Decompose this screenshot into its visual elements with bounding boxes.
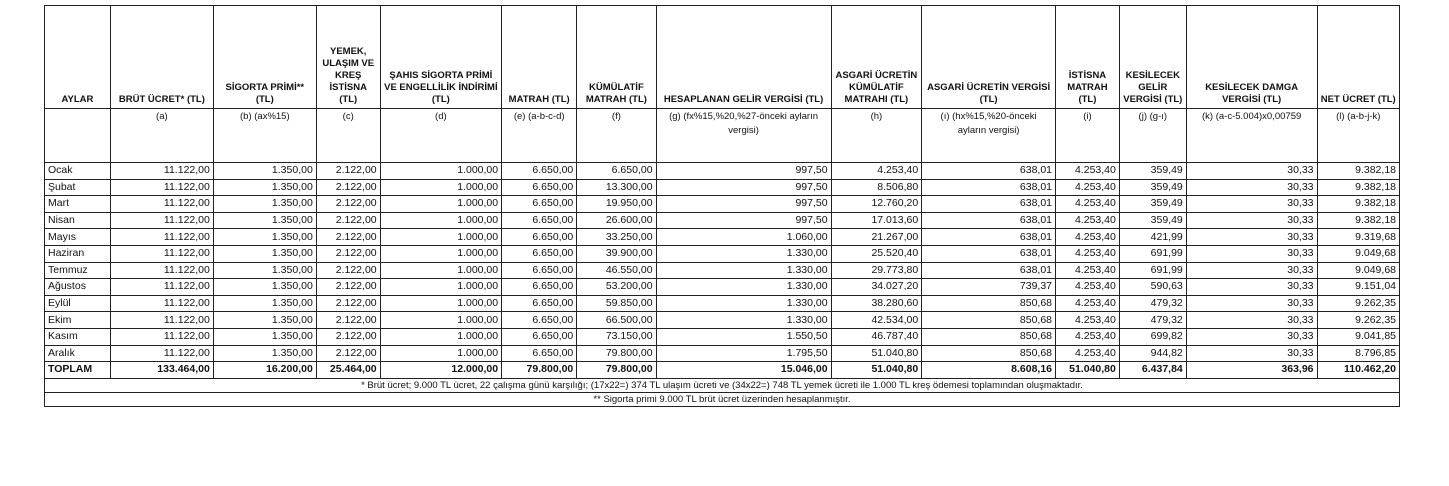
cell-calculated-income-tax: 1.550,50 <box>656 328 831 345</box>
cell-withheld-stamp-tax: 30,33 <box>1186 279 1317 296</box>
cell-month: Ağustos <box>45 279 111 296</box>
table-row <box>45 262 1400 279</box>
formula-withheld-stamp-tax: (k) (a-c-5.004)x0,00759 <box>1186 109 1317 163</box>
table-row <box>45 328 1400 345</box>
cell-insurance-premium: 1.350,00 <box>213 262 316 279</box>
cell-cumulative-tax-base: 19.950,00 <box>577 196 656 213</box>
formula-tax-base: (e) (a-b-c-d) <box>502 109 577 163</box>
cell-cumulative-tax-base: 26.600,00 <box>577 212 656 229</box>
cell-minimum-wage-cumulative-base: 17.013,60 <box>831 212 922 229</box>
table-row <box>45 229 1400 246</box>
cell-insurance-premium: 1.350,00 <box>213 295 316 312</box>
cell-month: Aralık <box>45 345 111 362</box>
cell-insurance-disability-deduction: 1.000,00 <box>380 163 501 180</box>
cell-exemption-base: 4.253,40 <box>1056 196 1120 213</box>
formula-insurance-disability-deduction: (d) <box>380 109 501 163</box>
cell-minimum-wage-cumulative-base: 12.760,20 <box>831 196 922 213</box>
cell-minimum-wage-tax: 638,01 <box>922 212 1056 229</box>
cell-month: Nisan <box>45 212 111 229</box>
cell-withheld-income-tax: 359,49 <box>1119 196 1186 213</box>
cell-net-salary: 9.262,35 <box>1317 312 1399 329</box>
cell-tax-base: 6.650,00 <box>502 229 577 246</box>
cell-cumulative-tax-base: 6.650,00 <box>577 163 656 180</box>
cell-withheld-stamp-tax: 30,33 <box>1186 179 1317 196</box>
cell-net-salary: 9.382,18 <box>1317 212 1399 229</box>
cell-exemption-base: 4.253,40 <box>1056 312 1120 329</box>
cell-calculated-income-tax: 997,50 <box>656 212 831 229</box>
column-header-withheld-stamp-tax: KESİLECEK DAMGA VERGİSİ (TL) <box>1186 6 1317 109</box>
total-withheld-stamp-tax: 363,96 <box>1186 362 1317 379</box>
cell-withheld-income-tax: 699,82 <box>1119 328 1186 345</box>
cell-meal-transport-daycare-exemption: 2.122,00 <box>316 229 380 246</box>
cell-gross-salary: 11.122,00 <box>110 212 213 229</box>
total-insurance-disability-deduction: 12.000,00 <box>380 362 501 379</box>
note-row <box>45 392 1400 406</box>
cell-minimum-wage-tax: 638,01 <box>922 179 1056 196</box>
column-header-meal-transport-daycare-exemption: YEMEK, ULAŞIM VE KREŞ İSTİSNA (TL) <box>316 6 380 109</box>
column-header-insurance-disability-deduction: ŞAHIS SİGORTA PRİMİ VE ENGELLİLİK İNDİRİMİ (TL) <box>380 6 501 109</box>
cell-exemption-base: 4.253,40 <box>1056 262 1120 279</box>
cell-month: Mart <box>45 196 111 213</box>
cell-cumulative-tax-base: 46.550,00 <box>577 262 656 279</box>
cell-tax-base: 6.650,00 <box>502 245 577 262</box>
cell-withheld-stamp-tax: 30,33 <box>1186 345 1317 362</box>
cell-insurance-premium: 1.350,00 <box>213 312 316 329</box>
cell-meal-transport-daycare-exemption: 2.122,00 <box>316 328 380 345</box>
cell-cumulative-tax-base: 39.900,00 <box>577 245 656 262</box>
formula-insurance-premium: (b) (ax%15) <box>213 109 316 163</box>
cell-tax-base: 6.650,00 <box>502 295 577 312</box>
cell-gross-salary: 11.122,00 <box>110 229 213 246</box>
cell-meal-transport-daycare-exemption: 2.122,00 <box>316 196 380 213</box>
formula-row <box>45 109 1400 163</box>
cell-calculated-income-tax: 1.330,00 <box>656 312 831 329</box>
total-insurance-premium: 16.200,00 <box>213 362 316 379</box>
cell-withheld-income-tax: 590,63 <box>1119 279 1186 296</box>
cell-cumulative-tax-base: 53.200,00 <box>577 279 656 296</box>
table-row <box>45 212 1400 229</box>
cell-gross-salary: 11.122,00 <box>110 163 213 180</box>
cell-withheld-stamp-tax: 30,33 <box>1186 262 1317 279</box>
cell-withheld-stamp-tax: 30,33 <box>1186 163 1317 180</box>
total-meal-transport-daycare-exemption: 25.464,00 <box>316 362 380 379</box>
footnote-insurance: ** Sigorta primi 9.000 TL brüt ücret üzerinden hesaplanmıştır. <box>45 392 1400 406</box>
salary-calculation-table <box>44 5 1400 407</box>
cell-calculated-income-tax: 1.330,00 <box>656 245 831 262</box>
table-row <box>45 312 1400 329</box>
cell-month: Mayıs <box>45 229 111 246</box>
cell-gross-salary: 11.122,00 <box>110 245 213 262</box>
formula-meal-transport-daycare-exemption: (c) <box>316 109 380 163</box>
cell-tax-base: 6.650,00 <box>502 345 577 362</box>
cell-net-salary: 9.049,68 <box>1317 245 1399 262</box>
column-header-withheld-income-tax: KESİLECEK GELİR VERGİSİ (TL) <box>1119 6 1186 109</box>
cell-minimum-wage-cumulative-base: 4.253,40 <box>831 163 922 180</box>
cell-exemption-base: 4.253,40 <box>1056 229 1120 246</box>
cell-minimum-wage-cumulative-base: 42.534,00 <box>831 312 922 329</box>
cell-exemption-base: 4.253,40 <box>1056 245 1120 262</box>
column-header-minimum-wage-tax: ASGARİ ÜCRETİN VERGİSİ (TL) <box>922 6 1056 109</box>
cell-exemption-base: 4.253,40 <box>1056 295 1120 312</box>
cell-minimum-wage-cumulative-base: 51.040,80 <box>831 345 922 362</box>
cell-calculated-income-tax: 997,50 <box>656 196 831 213</box>
cell-minimum-wage-cumulative-base: 46.787,40 <box>831 328 922 345</box>
total-minimum-wage-tax: 8.608,16 <box>922 362 1056 379</box>
cell-calculated-income-tax: 1.330,00 <box>656 262 831 279</box>
total-tax-base: 79.800,00 <box>502 362 577 379</box>
column-header-exemption-base: İSTİSNA MATRAH (TL) <box>1056 6 1120 109</box>
cell-tax-base: 6.650,00 <box>502 312 577 329</box>
cell-withheld-income-tax: 944,82 <box>1119 345 1186 362</box>
cell-net-salary: 9.319,68 <box>1317 229 1399 246</box>
cell-insurance-disability-deduction: 1.000,00 <box>380 312 501 329</box>
total-exemption-base: 51.040,80 <box>1056 362 1120 379</box>
cell-tax-base: 6.650,00 <box>502 279 577 296</box>
total-cumulative-tax-base: 79.800,00 <box>577 362 656 379</box>
cell-month: Ekim <box>45 312 111 329</box>
cell-gross-salary: 11.122,00 <box>110 345 213 362</box>
cell-exemption-base: 4.253,40 <box>1056 345 1120 362</box>
cell-tax-base: 6.650,00 <box>502 328 577 345</box>
cell-insurance-premium: 1.350,00 <box>213 179 316 196</box>
cell-withheld-income-tax: 479,32 <box>1119 295 1186 312</box>
cell-withheld-stamp-tax: 30,33 <box>1186 229 1317 246</box>
cell-meal-transport-daycare-exemption: 2.122,00 <box>316 163 380 180</box>
cell-tax-base: 6.650,00 <box>502 196 577 213</box>
cell-insurance-premium: 1.350,00 <box>213 279 316 296</box>
total-row <box>45 362 1400 379</box>
cell-net-salary: 9.382,18 <box>1317 179 1399 196</box>
cell-minimum-wage-tax: 739,37 <box>922 279 1056 296</box>
cell-meal-transport-daycare-exemption: 2.122,00 <box>316 179 380 196</box>
cell-meal-transport-daycare-exemption: 2.122,00 <box>316 262 380 279</box>
table-row <box>45 279 1400 296</box>
table-row <box>45 196 1400 213</box>
cell-cumulative-tax-base: 66.500,00 <box>577 312 656 329</box>
cell-withheld-income-tax: 421,99 <box>1119 229 1186 246</box>
cell-withheld-stamp-tax: 30,33 <box>1186 312 1317 329</box>
cell-withheld-stamp-tax: 30,33 <box>1186 212 1317 229</box>
cell-month: Kasım <box>45 328 111 345</box>
cell-minimum-wage-tax: 638,01 <box>922 163 1056 180</box>
cell-insurance-disability-deduction: 1.000,00 <box>380 262 501 279</box>
cell-gross-salary: 11.122,00 <box>110 262 213 279</box>
cell-month: Eylül <box>45 295 111 312</box>
cell-net-salary: 9.049,68 <box>1317 262 1399 279</box>
total-calculated-income-tax: 15.046,00 <box>656 362 831 379</box>
cell-withheld-income-tax: 359,49 <box>1119 212 1186 229</box>
table-header <box>45 6 1400 109</box>
cell-insurance-disability-deduction: 1.000,00 <box>380 295 501 312</box>
cell-cumulative-tax-base: 73.150,00 <box>577 328 656 345</box>
cell-insurance-premium: 1.350,00 <box>213 212 316 229</box>
cell-meal-transport-daycare-exemption: 2.122,00 <box>316 279 380 296</box>
cell-withheld-stamp-tax: 30,33 <box>1186 245 1317 262</box>
cell-net-salary: 9.041,85 <box>1317 328 1399 345</box>
cell-withheld-stamp-tax: 30,33 <box>1186 196 1317 213</box>
cell-meal-transport-daycare-exemption: 2.122,00 <box>316 345 380 362</box>
cell-net-salary: 9.262,35 <box>1317 295 1399 312</box>
cell-gross-salary: 11.122,00 <box>110 196 213 213</box>
column-header-minimum-wage-cumulative-base: ASGARİ ÜCRETİN KÜMÜLATİF MATRAHI (TL) <box>831 6 922 109</box>
cell-insurance-disability-deduction: 1.000,00 <box>380 279 501 296</box>
cell-calculated-income-tax: 997,50 <box>656 163 831 180</box>
monthly-rows <box>45 163 1400 379</box>
cell-minimum-wage-cumulative-base: 34.027,20 <box>831 279 922 296</box>
cell-cumulative-tax-base: 79.800,00 <box>577 345 656 362</box>
cell-exemption-base: 4.253,40 <box>1056 279 1120 296</box>
cell-meal-transport-daycare-exemption: 2.122,00 <box>316 245 380 262</box>
cell-insurance-disability-deduction: 1.000,00 <box>380 345 501 362</box>
cell-calculated-income-tax: 1.060,00 <box>656 229 831 246</box>
formula-month <box>45 109 111 163</box>
cell-minimum-wage-cumulative-base: 29.773,80 <box>831 262 922 279</box>
cell-exemption-base: 4.253,40 <box>1056 179 1120 196</box>
cell-month: Temmuz <box>45 262 111 279</box>
footnote-gross-salary: * Brüt ücret; 9.000 TL ücret, 22 çalışma günü karşılığı; (17x22=) 374 TL ulaşım ücreti ve (34x22=) 748 TL yemek ücreti ile 1.000 TL kreş ödemesi toplamından oluşmaktadır. <box>45 378 1400 392</box>
formula-minimum-wage-tax: (ı) (hx%15,%20-önceki ayların vergisi) <box>922 109 1056 163</box>
cell-net-salary: 8.796,85 <box>1317 345 1399 362</box>
cell-exemption-base: 4.253,40 <box>1056 163 1120 180</box>
formula-exemption-base: (i) <box>1056 109 1120 163</box>
cell-withheld-income-tax: 691,99 <box>1119 262 1186 279</box>
total-withheld-income-tax: 6.437,84 <box>1119 362 1186 379</box>
total-minimum-wage-cumulative-base: 51.040,80 <box>831 362 922 379</box>
cell-withheld-income-tax: 479,32 <box>1119 312 1186 329</box>
cell-gross-salary: 11.122,00 <box>110 328 213 345</box>
table-row <box>45 179 1400 196</box>
cell-month: Ocak <box>45 163 111 180</box>
header-row <box>45 6 1400 109</box>
cell-withheld-income-tax: 691,99 <box>1119 245 1186 262</box>
cell-insurance-premium: 1.350,00 <box>213 196 316 213</box>
formula-minimum-wage-cumulative-base: (h) <box>831 109 922 163</box>
cell-meal-transport-daycare-exemption: 2.122,00 <box>316 312 380 329</box>
formula-withheld-income-tax: (j) (g-ı) <box>1119 109 1186 163</box>
cell-withheld-stamp-tax: 30,33 <box>1186 295 1317 312</box>
cell-net-salary: 9.382,18 <box>1317 196 1399 213</box>
column-header-month: AYLAR <box>45 6 111 109</box>
cell-tax-base: 6.650,00 <box>502 163 577 180</box>
cell-cumulative-tax-base: 59.850,00 <box>577 295 656 312</box>
cell-minimum-wage-tax: 850,68 <box>922 345 1056 362</box>
cell-insurance-premium: 1.350,00 <box>213 163 316 180</box>
cell-minimum-wage-tax: 850,68 <box>922 328 1056 345</box>
total-gross-salary: 133.464,00 <box>110 362 213 379</box>
cell-withheld-income-tax: 359,49 <box>1119 163 1186 180</box>
column-header-insurance-premium: SİGORTA PRİMİ** (TL) <box>213 6 316 109</box>
note-row <box>45 378 1400 392</box>
cell-minimum-wage-tax: 638,01 <box>922 196 1056 213</box>
cell-calculated-income-tax: 1.330,00 <box>656 279 831 296</box>
cell-insurance-disability-deduction: 1.000,00 <box>380 229 501 246</box>
cell-minimum-wage-cumulative-base: 8.506,80 <box>831 179 922 196</box>
total-month: TOPLAM <box>45 362 111 379</box>
cell-exemption-base: 4.253,40 <box>1056 212 1120 229</box>
cell-insurance-premium: 1.350,00 <box>213 245 316 262</box>
cell-gross-salary: 11.122,00 <box>110 179 213 196</box>
cell-meal-transport-daycare-exemption: 2.122,00 <box>316 295 380 312</box>
table-row <box>45 245 1400 262</box>
cell-minimum-wage-tax: 638,01 <box>922 245 1056 262</box>
column-header-net-salary: NET ÜCRET (TL) <box>1317 6 1399 109</box>
formula-section <box>45 109 1400 163</box>
cell-insurance-premium: 1.350,00 <box>213 328 316 345</box>
formula-cumulative-tax-base: (f) <box>577 109 656 163</box>
cell-exemption-base: 4.253,40 <box>1056 328 1120 345</box>
cell-insurance-disability-deduction: 1.000,00 <box>380 245 501 262</box>
cell-minimum-wage-cumulative-base: 38.280,60 <box>831 295 922 312</box>
cell-minimum-wage-tax: 850,68 <box>922 312 1056 329</box>
salary-table-container <box>44 5 1400 407</box>
cell-minimum-wage-cumulative-base: 21.267,00 <box>831 229 922 246</box>
cell-tax-base: 6.650,00 <box>502 179 577 196</box>
cell-insurance-disability-deduction: 1.000,00 <box>380 212 501 229</box>
table-row <box>45 295 1400 312</box>
cell-calculated-income-tax: 1.795,50 <box>656 345 831 362</box>
cell-minimum-wage-tax: 850,68 <box>922 295 1056 312</box>
cell-gross-salary: 11.122,00 <box>110 312 213 329</box>
cell-net-salary: 9.382,18 <box>1317 163 1399 180</box>
cell-withheld-income-tax: 359,49 <box>1119 179 1186 196</box>
cell-cumulative-tax-base: 33.250,00 <box>577 229 656 246</box>
cell-calculated-income-tax: 1.330,00 <box>656 295 831 312</box>
cell-calculated-income-tax: 997,50 <box>656 179 831 196</box>
notes-section <box>45 378 1400 406</box>
cell-minimum-wage-tax: 638,01 <box>922 262 1056 279</box>
formula-net-salary: (l) (a-b-j-k) <box>1317 109 1399 163</box>
cell-net-salary: 9.151,04 <box>1317 279 1399 296</box>
cell-gross-salary: 11.122,00 <box>110 279 213 296</box>
table-row <box>45 163 1400 180</box>
total-net-salary: 110.462,20 <box>1317 362 1399 379</box>
cell-minimum-wage-tax: 638,01 <box>922 229 1056 246</box>
column-header-calculated-income-tax: HESAPLANAN GELİR VERGİSİ (TL) <box>656 6 831 109</box>
column-header-gross-salary: BRÜT ÜCRET* (TL) <box>110 6 213 109</box>
cell-cumulative-tax-base: 13.300,00 <box>577 179 656 196</box>
column-header-cumulative-tax-base: KÜMÜLATİF MATRAH (TL) <box>577 6 656 109</box>
cell-withheld-stamp-tax: 30,33 <box>1186 328 1317 345</box>
cell-meal-transport-daycare-exemption: 2.122,00 <box>316 212 380 229</box>
cell-month: Şubat <box>45 179 111 196</box>
formula-gross-salary: (a) <box>110 109 213 163</box>
cell-insurance-disability-deduction: 1.000,00 <box>380 179 501 196</box>
table-row <box>45 345 1400 362</box>
cell-tax-base: 6.650,00 <box>502 262 577 279</box>
formula-calculated-income-tax: (g) (fx%15,%20,%27-önceki ayların vergisi) <box>656 109 831 163</box>
cell-insurance-premium: 1.350,00 <box>213 229 316 246</box>
cell-tax-base: 6.650,00 <box>502 212 577 229</box>
cell-minimum-wage-cumulative-base: 25.520,40 <box>831 245 922 262</box>
cell-insurance-disability-deduction: 1.000,00 <box>380 196 501 213</box>
cell-month: Haziran <box>45 245 111 262</box>
cell-insurance-premium: 1.350,00 <box>213 345 316 362</box>
cell-insurance-disability-deduction: 1.000,00 <box>380 328 501 345</box>
cell-gross-salary: 11.122,00 <box>110 295 213 312</box>
column-header-tax-base: MATRAH (TL) <box>502 6 577 109</box>
